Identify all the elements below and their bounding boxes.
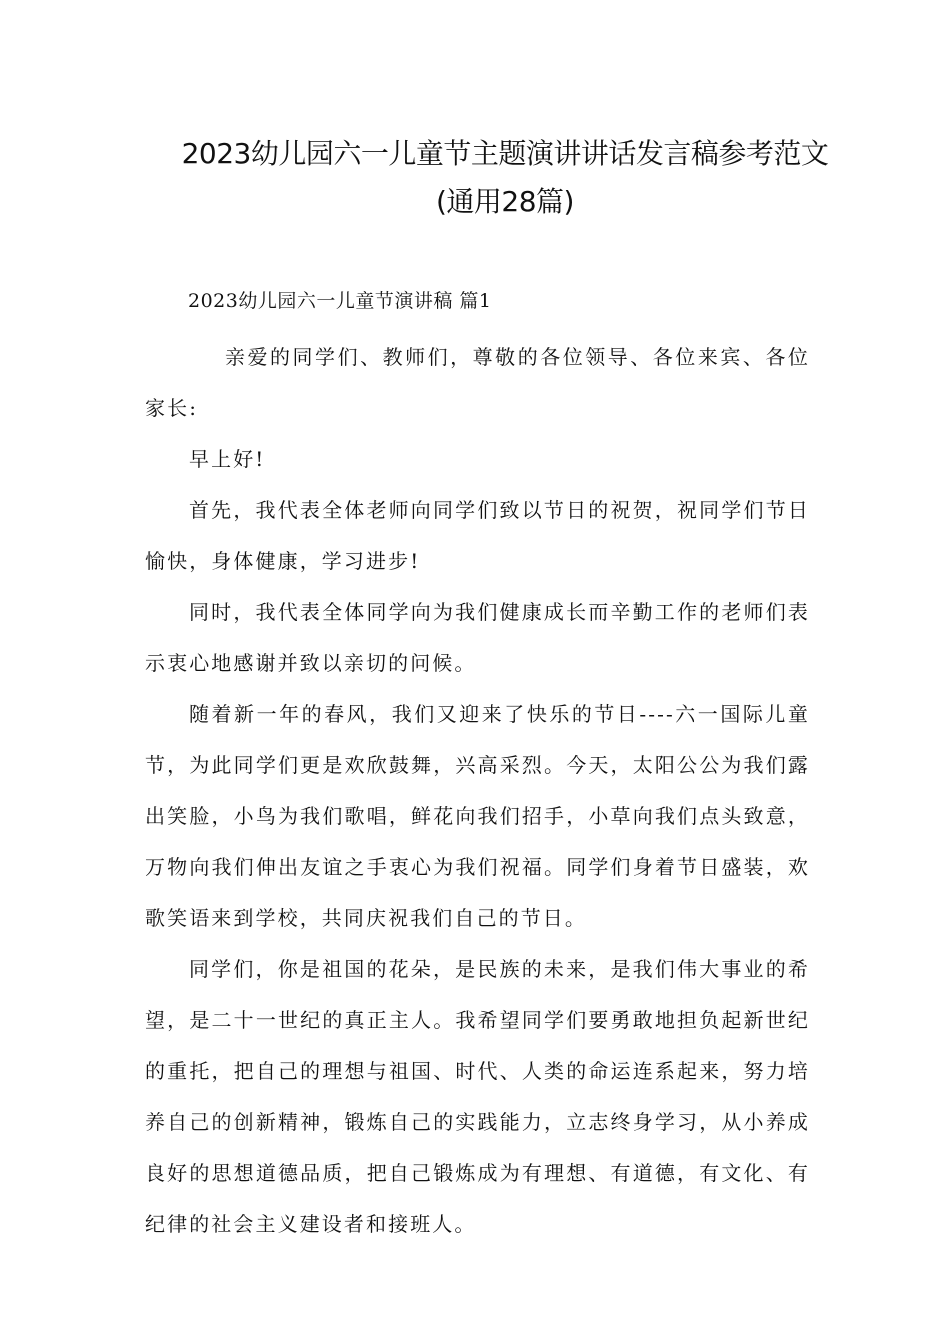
document-body bbox=[145, 332, 810, 1250]
document-subtitle: (通用28篇) bbox=[436, 185, 574, 218]
section-heading: 2023幼儿园六一儿童节演讲稿 篇1 bbox=[188, 290, 492, 312]
paragraph: 随着新一年的春风，我们又迎来了快乐的节日----六一国际儿童节，为此同学们更是欢欣鼓舞，兴高采烈。今天，太阳公公为我们露出笑脸，小鸟为我们歌唱，鲜花向我们招手，小草向我们点头致意，万物向我们伸出友谊之手衷心为我们祝福。同学们身着节日盛装，欢歌笑语来到学校，共同庆祝我们自己的节日。 bbox=[145, 702, 810, 930]
paragraph: 早上好! bbox=[189, 447, 266, 471]
paragraph: 同时，我代表全体同学向为我们健康成长而辛勤工作的老师们表示衷心地感谢并致以亲切的问候。 bbox=[145, 600, 810, 675]
document-title: 2023幼儿园六一儿童节主题演讲讲话发言稿参考范文 bbox=[181, 137, 829, 170]
paragraph: 同学们，你是祖国的花朵，是民族的未来，是我们伟大事业的希望，是二十一世纪的真正主人。我希望同学们要勇敢地担负起新世纪的重托，把自己的理想与祖国、时代、人类的命运连系起来，努力培养自己的创新精神，锻炼自己的实践能力，立志终身学习，从小养成良好的思想道德品质，把自己锻炼成为有理想、有道德，有文化、有纪律的社会主义建设者和接班人。 bbox=[145, 957, 810, 1236]
paragraph-greeting: 亲爱的同学们、教师们，尊敬的各位领导、各位来宾、各位家长: bbox=[145, 345, 810, 420]
paragraph: 首先，我代表全体老师向同学们致以节日的祝贺，祝同学们节日愉快，身体健康，学习进步! bbox=[145, 498, 810, 573]
